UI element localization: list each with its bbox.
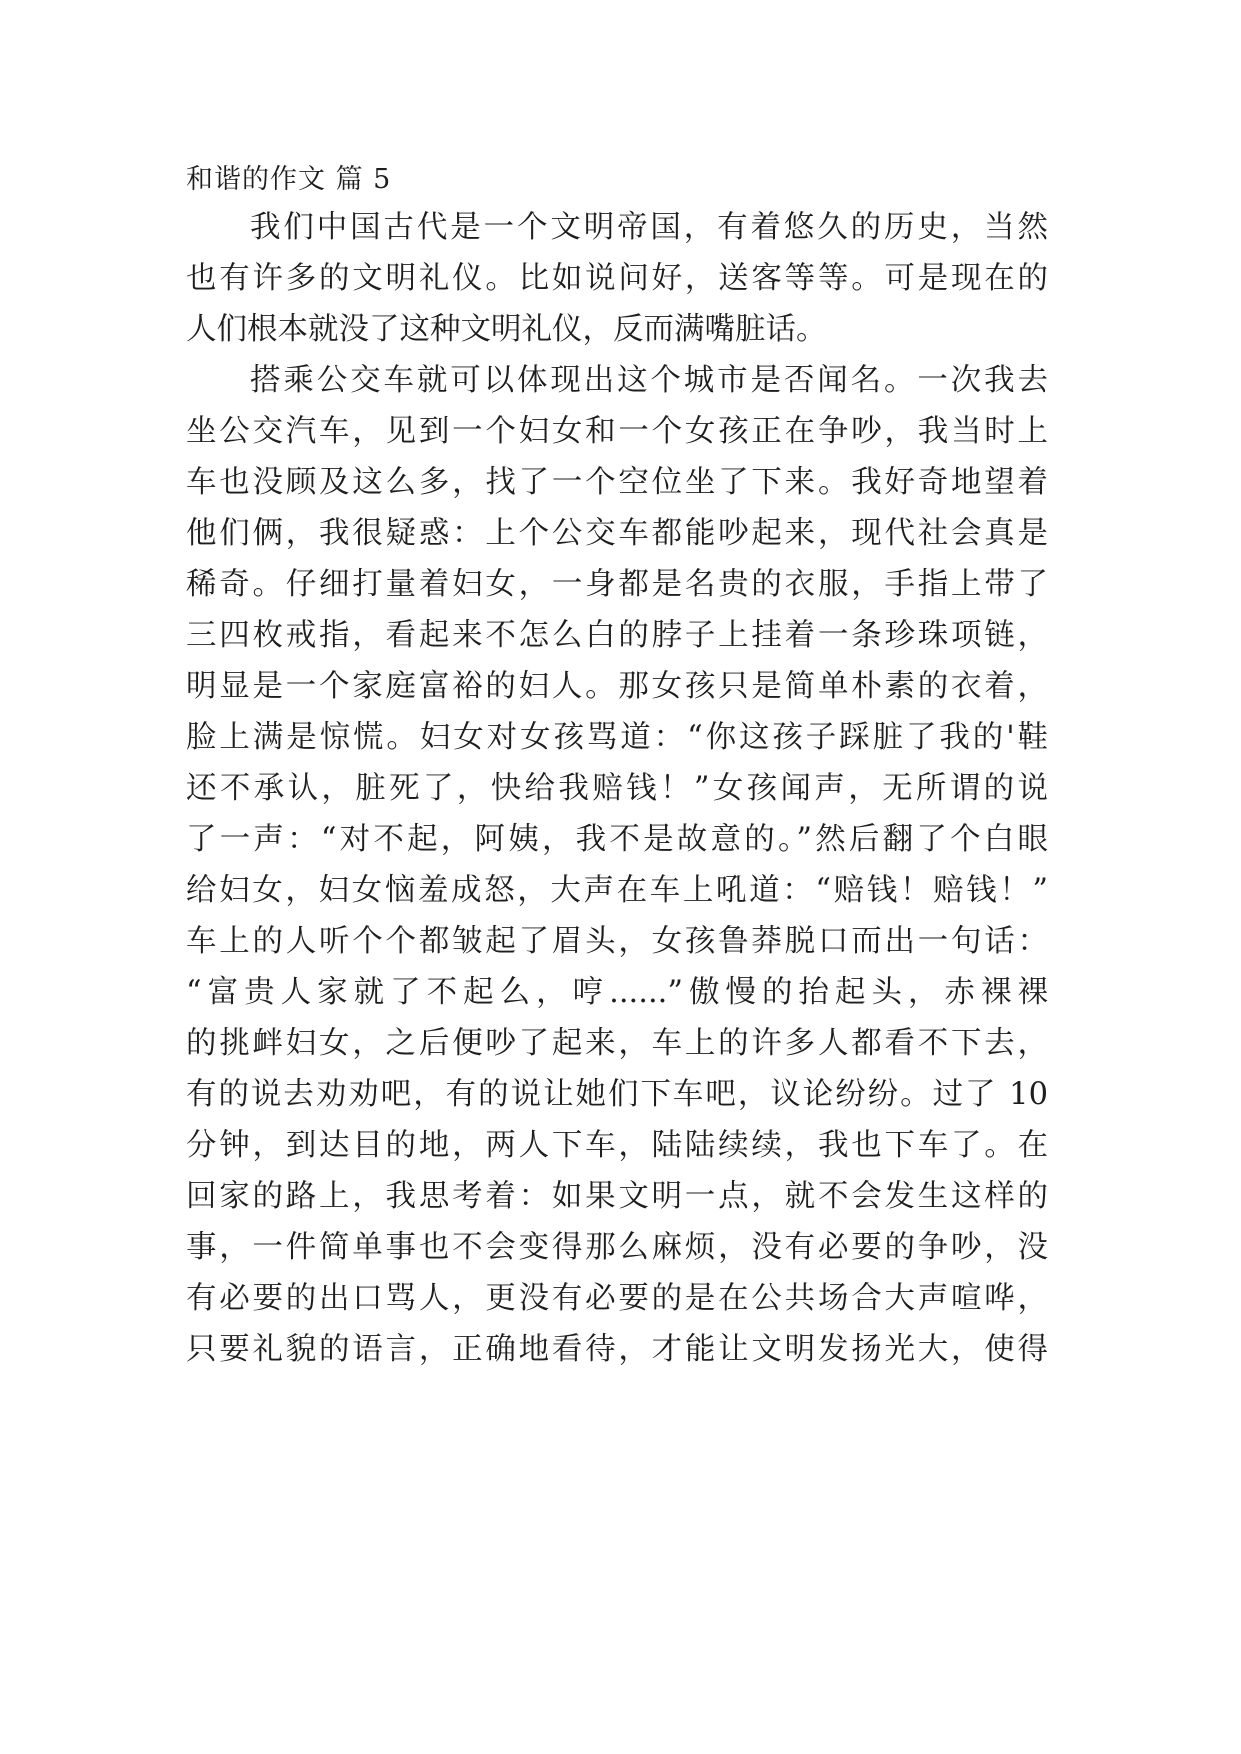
paragraph-2-line-10: 了一声：“对不起，阿姨，我不是故意的。”然后翻了个白眼 (186, 822, 1048, 857)
paragraph-2-line-3: 车也没顾及这么多，找了一个空位坐了下来。我好奇地望着 (186, 465, 1048, 500)
paragraph-2-line-13: “富贵人家就了不起么，哼......”傲慢的抬起头，赤裸裸 (186, 975, 1048, 1010)
paragraph-1-line-2: 也有许多的文明礼仪。比如说问好，送客等等。可是现在的 (186, 261, 1048, 296)
paragraph-2-line-20: 只要礼貌的语言，正确地看待，才能让文明发扬光大，使得 (186, 1332, 1048, 1367)
paragraph-2-line-12: 车上的人听个个都皱起了眉头，女孩鲁莽脱口而出一句话： (186, 924, 1048, 959)
paragraph-2-line-4: 他们俩，我很疑惑：上个公交车都能吵起来，现代社会真是 (186, 516, 1048, 551)
paragraph-2-line-18: 事，一件简单事也不会变得那么麻烦，没有必要的争吵，没 (186, 1230, 1048, 1265)
paragraph-2-line-11: 给妇女，妇女恼羞成怒，大声在车上吼道：“赔钱！赔钱！” (186, 873, 1048, 908)
paragraph-2-line-9: 还不承认，脏死了，快给我赔钱！”女孩闻声，无所谓的说 (186, 771, 1048, 806)
paragraph-2-line-8: 脸上满是惊慌。妇女对女孩骂道：“你这孩子踩脏了我的'鞋 (186, 720, 1048, 755)
paragraph-2-line-15: 有的说去劝劝吧，有的说让她们下车吧，议论纷纷。过了 10 (186, 1077, 1048, 1112)
paragraph-2-line-7: 明显是一个家庭富裕的妇人。那女孩只是简单朴素的衣着， (186, 669, 1048, 704)
paragraph-2-line-17: 回家的路上，我思考着：如果文明一点，就不会发生这样的 (186, 1179, 1048, 1214)
paragraph-2-line-14: 的挑衅妇女，之后便吵了起来，车上的许多人都看不下去， (186, 1026, 1048, 1061)
essay-title: 和谐的作文 篇 5 (186, 164, 392, 195)
paragraph-2-line-1: 搭乘公交车就可以体现出这个城市是否闻名。一次我去 (250, 363, 1048, 398)
paragraph-2-line-2: 坐公交汽车，见到一个妇女和一个女孩正在争吵，我当时上 (186, 414, 1048, 449)
paragraph-1-line-3: 人们根本就没了这种文明礼仪，反而满嘴脏话。 (186, 312, 827, 347)
paragraph-2-line-5: 稀奇。仔细打量着妇女，一身都是名贵的衣服，手指上带了 (186, 567, 1048, 602)
paragraph-2-line-16: 分钟，到达目的地，两人下车，陆陆续续，我也下车了。在 (186, 1128, 1048, 1163)
paragraph-2-line-6: 三四枚戒指，看起来不怎么白的脖子上挂着一条珍珠项链， (186, 618, 1048, 653)
paragraph-1-line-1: 我们中国古代是一个文明帝国，有着悠久的历史，当然 (250, 210, 1048, 245)
paragraph-2-line-19: 有必要的出口骂人，更没有必要的是在公共场合大声喧哗， (186, 1281, 1048, 1316)
